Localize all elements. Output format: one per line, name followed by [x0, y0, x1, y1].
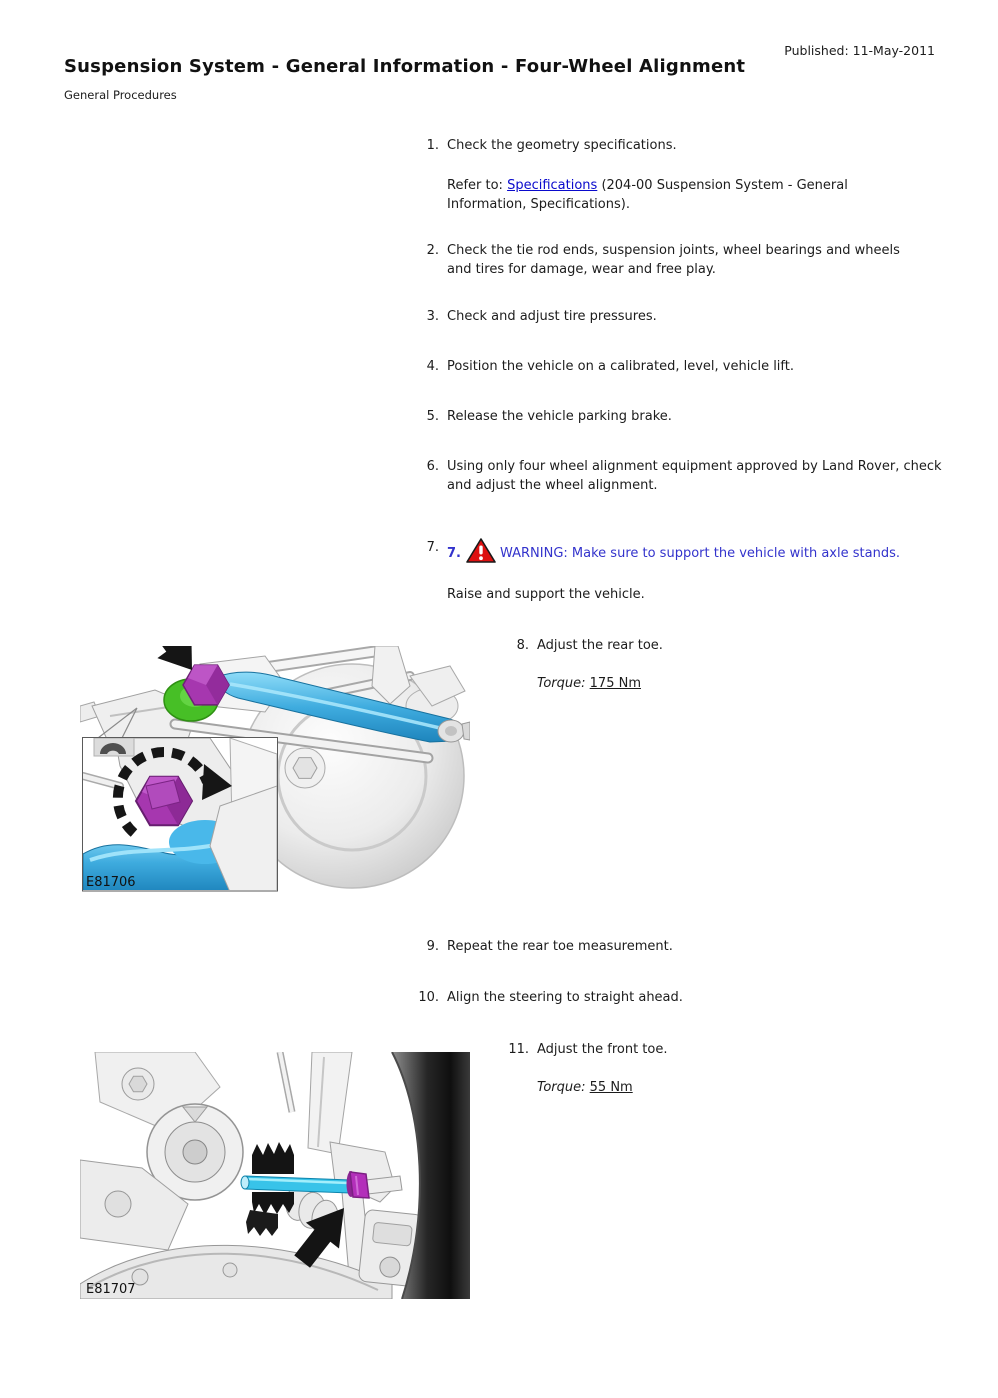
specifications-link[interactable]: Specifications	[507, 178, 598, 193]
torque-label: Torque:	[537, 1080, 586, 1095]
step-number: 8.	[516, 638, 529, 653]
figure-e81706	[80, 646, 470, 893]
step-number: 11.	[508, 1042, 529, 1057]
warning-triangle-icon	[466, 538, 496, 570]
step-number: 2.	[426, 243, 439, 258]
torque-value: 55 Nm	[589, 1080, 633, 1095]
torque-label: Torque:	[537, 676, 586, 691]
step-text: Release the vehicle parking brake.	[447, 409, 672, 424]
jam-nut	[347, 1171, 370, 1198]
step-8	[516, 636, 917, 655]
step-number: 9.	[426, 939, 439, 954]
step-1	[426, 136, 927, 155]
step-number: 6.	[426, 459, 439, 474]
step-text: Align the steering to straight ahead.	[447, 990, 683, 1005]
torque-value: 175 Nm	[589, 676, 641, 691]
refer-prefix: Refer to:	[447, 178, 508, 193]
refer-suffix: (204-00 Suspension System - General Information, Specifications).	[447, 178, 848, 212]
step-number: 5.	[426, 409, 439, 424]
torque-front	[537, 1078, 633, 1097]
figure-label: E81707	[86, 1282, 136, 1297]
step-6	[426, 457, 947, 495]
step-text: Adjust the rear toe.	[537, 638, 663, 653]
step-number: 1.	[426, 138, 439, 153]
step-text: Using only four wheel alignment equipment approved by Land Rover, check and adjust the wheel alignment.	[447, 459, 942, 493]
step-7-warning	[426, 538, 907, 570]
step-text: Position the vehicle on a calibrated, level, vehicle lift.	[447, 359, 794, 374]
warning-step-number: 7.	[447, 546, 461, 561]
step-7-body: Raise and support the vehicle.	[447, 587, 645, 602]
step-number: 7.	[426, 540, 439, 555]
step-9	[426, 937, 927, 956]
step-number: 3.	[426, 309, 439, 324]
step-5	[426, 407, 927, 426]
figure-label: E81706	[86, 875, 136, 890]
step-10	[418, 988, 927, 1007]
step-text: Check the geometry specifications.	[447, 138, 677, 153]
step-number: 10.	[418, 990, 439, 1005]
step-3	[426, 307, 927, 326]
page-subtitle: General Procedures	[64, 88, 177, 102]
figure-e81707	[80, 1052, 470, 1299]
step-2	[426, 241, 927, 279]
step-number: 4.	[426, 359, 439, 374]
step-text: Adjust the front toe.	[537, 1042, 668, 1057]
page-title: Suspension System - General Information - Four-Wheel Alignment	[64, 56, 746, 77]
step-11	[508, 1040, 917, 1059]
step-text: Repeat the rear toe measurement.	[447, 939, 673, 954]
torque-rear	[537, 674, 641, 693]
published-date: Published: 11-May-2011	[784, 43, 935, 58]
step-4	[426, 357, 927, 376]
refer-paragraph	[447, 176, 927, 214]
warning-text: WARNING: Make sure to support the vehicle with axle stands.	[499, 546, 900, 561]
step-text: Check and adjust tire pressures.	[447, 309, 657, 324]
step-text: Check the tie rod ends, suspension joints, wheel bearings and wheels and tires for damage, wear and free play.	[447, 243, 900, 277]
